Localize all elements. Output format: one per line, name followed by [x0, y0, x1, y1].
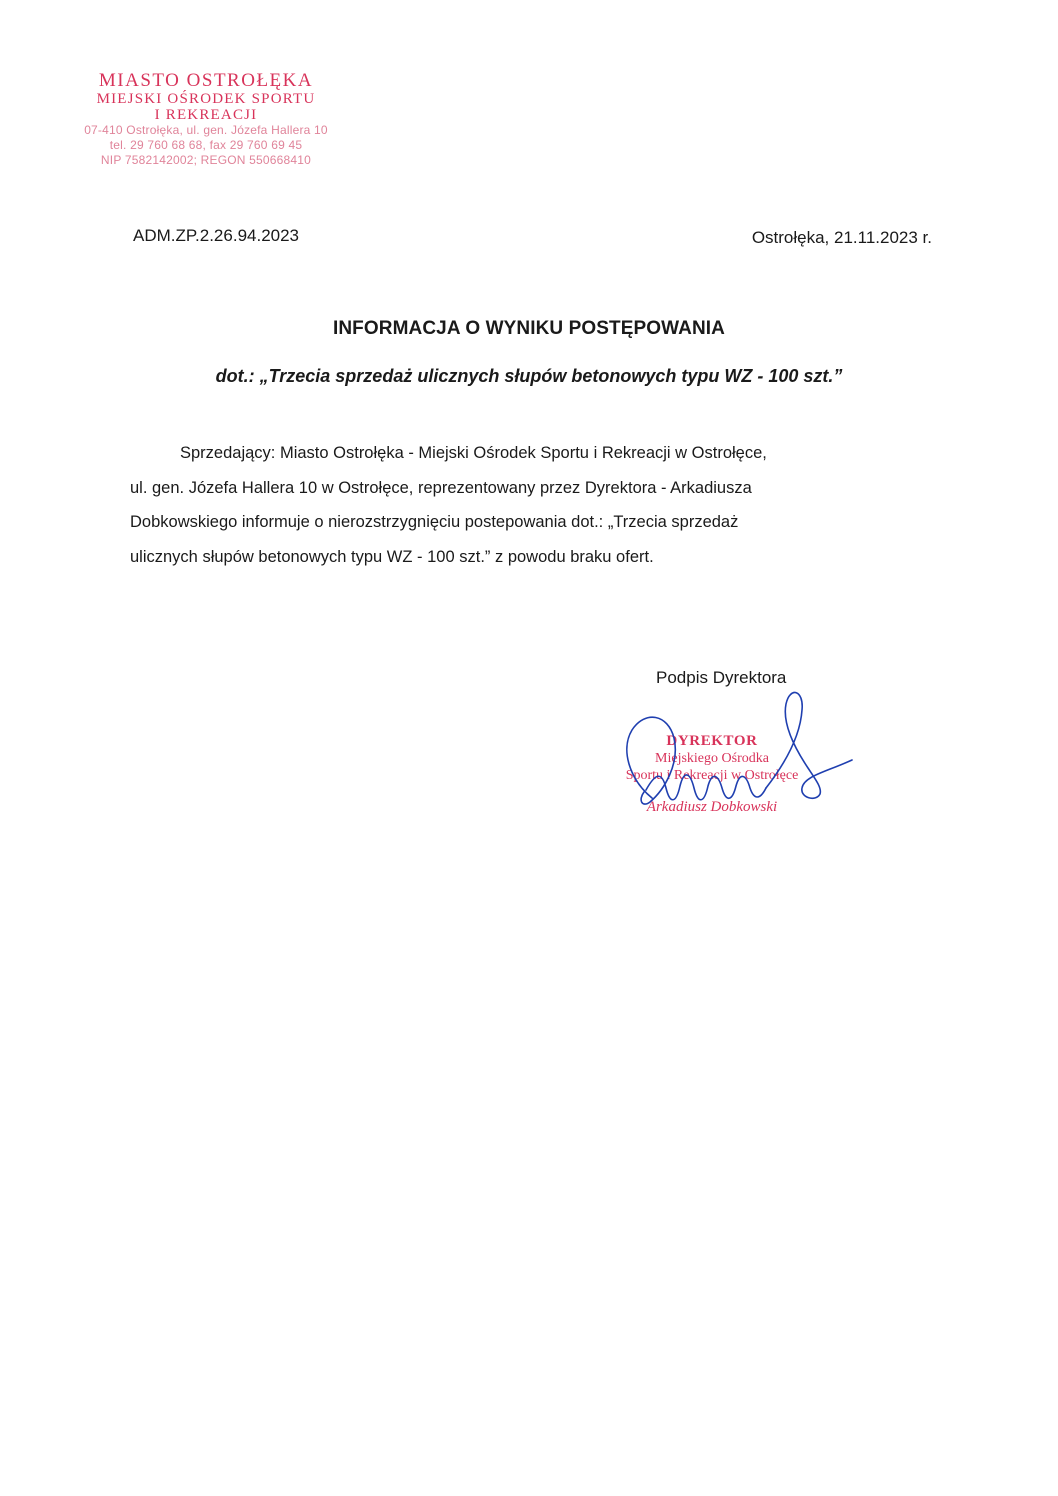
body-line: Sprzedający: Miasto Ostrołęka - Miejski Ośrodek Sportu i Rekreacji w Ostrołęce,: [180, 444, 767, 462]
stamp-institution-cont: I REKREACJI: [154, 107, 258, 123]
reference-number: ADM.ZP.2.26.94.2023: [133, 226, 300, 245]
document-title: INFORMACJA O WYNIKU POSTĘPOWANIA: [332, 318, 725, 339]
director-stamp-line: Miejskiego Ośrodka: [655, 751, 769, 766]
stamp-phone: tel. 29 760 68 68, fax 29 760 69 45: [109, 138, 303, 152]
stamp-institution: MIEJSKI OŚRODEK SPORTU: [96, 91, 316, 107]
director-stamp-line: Sportu i Rekreacji w Ostrołęce: [625, 768, 799, 783]
signature-caption: Podpis Dyrektora: [656, 668, 787, 687]
stamp-tax-ids: NIP 7582142002; REGON 550668410: [100, 153, 312, 167]
handwritten-signature: [590, 680, 860, 830]
body-paragraph: [130, 436, 890, 574]
document-subtitle: dot.: „Trzecia sprzedaż ulicznych słupów betonowych typu WZ - 100 szt.”: [215, 366, 843, 386]
institution-stamp: [60, 70, 352, 168]
director-stamp-name: Arkadiusz Dobkowski: [646, 799, 778, 815]
stamp-city: MIASTO OSTROŁĘKA: [98, 70, 314, 91]
body-line: ul. gen. Józefa Hallera 10 w Ostrołęce, reprezentowany przez Dyrektora - Arkadiusza: [130, 478, 752, 497]
director-stamp-title: DYREKTOR: [666, 733, 758, 749]
body-line: ulicznych słupów betonowych typu WZ - 100 szt.” z powodu braku ofert.: [130, 547, 654, 566]
body-line: Dobkowskiego informuje o nierozstrzygnięciu postepowania dot.: „Trzecia sprzedaż: [130, 513, 739, 531]
place-date: Ostrołęka, 21.11.2023 r.: [751, 228, 932, 247]
stamp-address: 07-410 Ostrołęka, ul. gen. Józefa Hallera 10: [84, 123, 328, 137]
